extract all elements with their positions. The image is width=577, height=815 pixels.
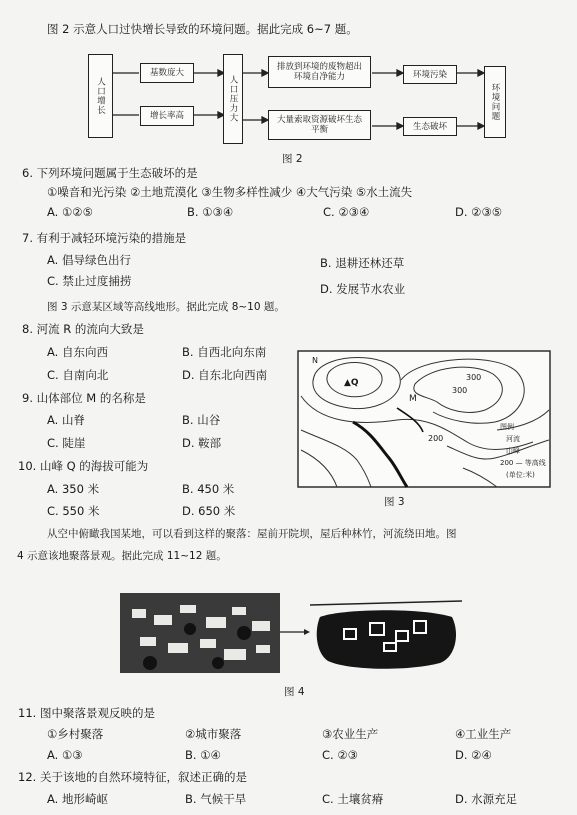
q8-stem: 8. 河流 R 的流向大致是 <box>22 322 144 336</box>
peak-q-label: ▲Q <box>344 378 359 388</box>
q8-option-a[interactable]: A. 自东向西 <box>47 345 108 359</box>
q8-option-c[interactable]: C. 自南向北 <box>47 368 109 382</box>
q11-item-2: ②城市聚落 <box>185 727 242 741</box>
fig4-sketch <box>310 593 462 673</box>
q11-option-d[interactable]: D. ②④ <box>455 748 492 762</box>
intro-fig3: 图 3 示意某区域等高线地形。据此完成 8~10 题。 <box>47 301 285 313</box>
intro-fig4-line2: 4 示意该地聚落景观。据此完成 11~12 题。 <box>17 550 227 562</box>
north-arrow-label: N <box>312 356 318 365</box>
contour-300-a: 300 <box>466 373 482 382</box>
q7-stem: 7. 有利于减轻环境污染的措施是 <box>22 231 187 245</box>
box-destruction: 生态破坏 <box>403 117 457 136</box>
q10-stem: 10. 山峰 Q 的海拔可能为 <box>18 459 149 473</box>
q10-option-b[interactable]: B. 450 米 <box>182 482 235 496</box>
label-m: M <box>409 394 417 404</box>
legend-river: 河流 <box>506 435 520 443</box>
q7-option-d[interactable]: D. 发展节水农业 <box>320 282 406 296</box>
box-pressure: 人口压力大 <box>223 54 243 144</box>
q10-option-a[interactable]: A. 350 米 <box>47 482 100 496</box>
q11-stem: 11. 图中聚落景观反映的是 <box>18 706 155 720</box>
q9-option-a[interactable]: A. 山脊 <box>47 413 85 427</box>
q12-option-a[interactable]: A. 地形崎岖 <box>47 792 108 806</box>
q12-option-d[interactable]: D. 水源充足 <box>455 792 518 806</box>
q9-option-b[interactable]: B. 山谷 <box>182 413 221 427</box>
box-growth-rate: 增长率高 <box>140 106 194 126</box>
legend-unit: (单位:米) <box>506 471 535 479</box>
q10-option-c[interactable]: C. 550 米 <box>47 504 100 518</box>
fig2-caption: 图 2 <box>282 153 303 165</box>
q7-option-b[interactable]: B. 退耕还林还草 <box>320 256 405 270</box>
q6-option-c[interactable]: C. ②③④ <box>323 205 370 219</box>
q7-option-c[interactable]: C. 禁止过度捕捞 <box>47 274 132 288</box>
q6-stem: 6. 下列环境问题属于生态破坏的是 <box>22 166 198 180</box>
fig3-caption: 图 3 <box>384 496 405 508</box>
fig4-arrow <box>280 627 310 637</box>
contour-200: 200 <box>428 434 444 443</box>
box-pollution: 环境污染 <box>403 65 457 84</box>
q10-option-d[interactable]: D. 650 米 <box>182 504 236 518</box>
fig4-village-photo <box>120 593 280 673</box>
legend-peak: 山峰 <box>506 447 520 455</box>
q6-option-b[interactable]: B. ①③④ <box>187 205 234 219</box>
q6-items: ①噪音和光污染 ②土地荒漠化 ③生物多样性减少 ④大气污染 ⑤水土流失 <box>47 185 413 199</box>
q6-option-d[interactable]: D. ②③⑤ <box>455 205 503 219</box>
q11-item-1: ①乡村聚落 <box>47 727 104 741</box>
q9-option-d[interactable]: D. 鞍部 <box>182 436 222 450</box>
intro-fig2: 图 2 示意人口过快增长导致的环境问题。据此完成 6~7 题。 <box>47 22 358 36</box>
box-emission: 排放到环境的废物超出环境自净能力 <box>268 56 371 88</box>
box-pop-growth: 人口增长 <box>88 54 113 138</box>
q11-item-3: ③农业生产 <box>322 727 379 741</box>
q11-option-a[interactable]: A. ①③ <box>47 748 83 762</box>
q12-option-c[interactable]: C. 土壤贫瘠 <box>322 792 384 806</box>
legend-title: 图例 <box>500 423 514 431</box>
box-extraction: 大量索取资源破坏生态平衡 <box>268 110 371 140</box>
q11-item-4: ④工业生产 <box>455 727 512 741</box>
legend-contour: 200 — 等高线 <box>500 459 546 467</box>
q11-option-b[interactable]: B. ①④ <box>185 748 221 762</box>
intro-fig4-line1: 从空中俯瞰我国某地，可以看到这样的聚落：屋前开院坝，屋后种林竹，河流绕田地。图 <box>47 528 457 540</box>
q8-option-b[interactable]: B. 自西北向东南 <box>182 345 267 359</box>
q7-option-a[interactable]: A. 倡导绿色出行 <box>47 253 131 267</box>
q9-option-c[interactable]: C. 陡崖 <box>47 436 86 450</box>
q12-option-b[interactable]: B. 气候干旱 <box>185 792 247 806</box>
fig4-caption: 图 4 <box>284 686 305 698</box>
q9-stem: 9. 山体部位 M 的名称是 <box>22 391 146 405</box>
box-consumption: 基数庞大 <box>140 63 194 83</box>
q11-option-c[interactable]: C. ②③ <box>322 748 358 762</box>
q6-option-a[interactable]: A. ①②⑤ <box>47 205 93 219</box>
q8-option-d[interactable]: D. 自东北向西南 <box>182 368 268 382</box>
q12-stem: 12. 关于该地的自然环境特征，叙述正确的是 <box>18 770 247 784</box>
box-problem: 环境问题 <box>484 66 506 138</box>
contour-300-b: 300 <box>452 386 468 395</box>
